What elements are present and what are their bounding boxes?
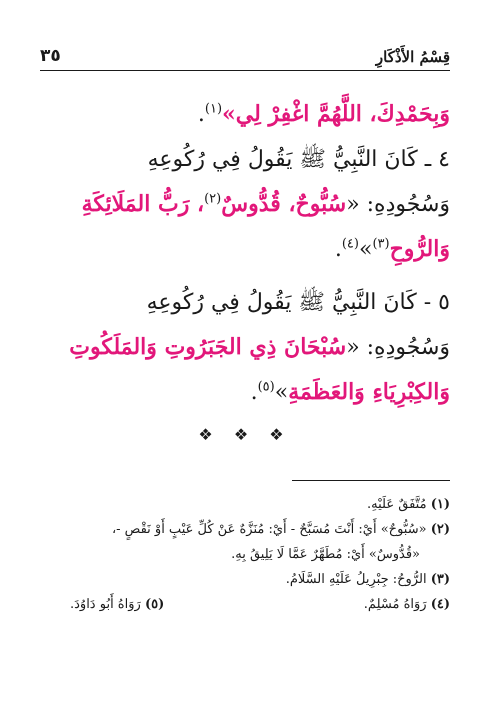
footnote-text: الرُّوحُ: جِبْرِيلُ عَلَيْهِ السَّلَامُ. [285, 572, 427, 587]
punctuation: ، [189, 191, 205, 217]
footnote-ref: (٤) [341, 236, 359, 252]
paragraph-3-tail [40, 92, 450, 137]
page-header [40, 40, 450, 71]
main-text [40, 92, 450, 415]
footnote-ref: (٥) [257, 379, 275, 395]
punctuation: . [197, 102, 205, 127]
section-divider: ❖ ❖ ❖ [198, 425, 292, 444]
footnote-text: «سُبُّوحٌ» أَيْ: أَنْتَ مُسَبَّحٌ - أَيْ: مُنَزَّهٌ عَنْ كُلِّ عَيْبٍ أَوْ نَقْصٍ -، [111, 522, 427, 537]
footnote-1 [40, 492, 450, 517]
hadith-text: سُبْحَانَ ذِي الجَبَرُوتِ وَالمَلَكُوتِ [69, 334, 347, 360]
narration-text: وَسُجُودِهِ: « [346, 335, 450, 360]
footnote-2-continued: «قُدُّوسٌ» أَيْ: مُطَهَّرٌ عَمَّا لَا يَلِيقُ بِهِ. [231, 547, 420, 562]
footnote-text: رَوَاهُ أَبُو دَاوُدَ. [70, 597, 141, 612]
paragraph-4-line-2 [40, 182, 450, 227]
punctuation: . [250, 380, 258, 405]
footnote-number: (٢) [430, 522, 450, 537]
paragraph-5-line-1: ٥ - كَانَ النَّبِيُّ ﷺ يَقُولُ فِي رُكُوعِهِ [146, 290, 450, 315]
footnote-5 [70, 592, 164, 617]
footnote-number: (١) [430, 497, 450, 512]
paragraph-5-line-2 [40, 325, 450, 370]
paragraph-4-line-3 [40, 227, 450, 272]
footnote-4 [364, 592, 450, 617]
footnotes [40, 492, 450, 617]
punctuation: . [334, 237, 342, 262]
punctuation: » [358, 237, 373, 262]
footnotes-4-5 [40, 592, 450, 617]
footnote-3 [40, 567, 450, 592]
hadith-text: وَبِحَمْدِكَ، اللَّهُمَّ اغْفِرْ لِي» [222, 101, 450, 127]
footnote-rule [292, 480, 450, 481]
hadith-text: سُبُّوحٌ، قُدُّوسٌ [221, 191, 347, 217]
paragraph-4-line-1: ٤ ـ كَانَ النَّبِيُّ ﷺ يَقُولُ فِي رُكُوعِهِ [147, 147, 450, 172]
footnote-2 [40, 517, 450, 542]
footnote-number: (٤) [430, 597, 450, 612]
punctuation: » [274, 380, 289, 405]
paragraph-5-line-3 [40, 370, 450, 415]
footnote-text: رَوَاهُ مُسْلِمٌ. [363, 597, 427, 612]
footnote-number: (٥) [144, 597, 165, 612]
hadith-text: رَبُّ المَلَائِكَةِ [81, 191, 190, 217]
narration-text: وَسُجُودِهِ: « [346, 192, 450, 217]
hadith-text: وَالكِبْرِيَاءِ وَالعَظَمَةِ [288, 379, 450, 405]
hadith-text: وَالرُّوحِ [389, 236, 450, 262]
footnote-ref: (٣) [372, 236, 390, 252]
page-number: ٣٥ [40, 46, 61, 66]
footnote-ref: (١) [204, 101, 223, 117]
footnote-number: (٣) [430, 572, 450, 587]
footnote-ref: (٢) [204, 191, 222, 207]
section-title: قِسْمُ الأَذْكَارِ [375, 48, 450, 66]
footnote-text: مُتَّفَقٌ عَلَيْهِ. [367, 497, 427, 512]
